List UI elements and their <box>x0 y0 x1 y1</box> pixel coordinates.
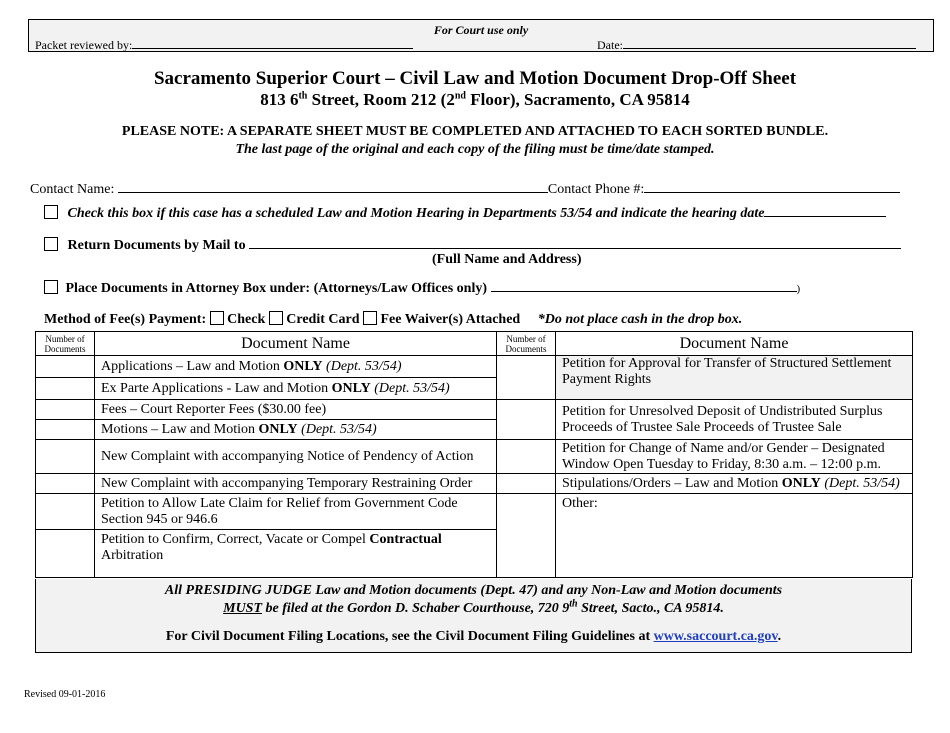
table-row <box>36 474 913 494</box>
late-claim-count-cell[interactable] <box>36 494 95 530</box>
structured-settlement-count-cell[interactable] <box>497 356 556 400</box>
attorney-box-row <box>44 278 800 297</box>
stipulations-count-cell[interactable] <box>497 474 556 494</box>
hearing-row <box>44 203 886 222</box>
fee-check-label: Check <box>227 312 266 327</box>
court-date-row <box>597 37 916 53</box>
page-title: Sacramento Superior Court – Civil Law and Motion Document Drop-Off Sheet <box>153 68 797 89</box>
court-use-box <box>28 19 934 52</box>
contact-phone-field[interactable] <box>644 179 900 193</box>
attorney-box-label: Place Documents in Attorney Box under: (Attorneys/Law Offices only) <box>65 281 488 296</box>
table-row <box>36 440 913 474</box>
name-change-count-cell[interactable] <box>497 440 556 474</box>
complaint-notice-cell: New Complaint with accompanying Notice of Pendency of Action <box>95 440 497 474</box>
return-mail-checkbox[interactable] <box>44 237 58 251</box>
surplus-count-cell[interactable] <box>497 400 556 440</box>
contact-row <box>30 179 900 198</box>
attorney-box-field[interactable] <box>491 278 797 292</box>
presiding-judge-note: All PRESIDING JUDGE Law and Motion documents (Dept. 47) and any Non-Law and Motion documents <box>164 583 783 598</box>
ex-parte-count-cell[interactable] <box>36 378 95 400</box>
saccourt-link[interactable]: www.saccourt.ca.gov <box>653 629 778 644</box>
structured-settlement-cell: Petition for Approval for Transfer of Structured Settlement Payment Rights <box>556 356 913 400</box>
motions-count-cell[interactable] <box>36 420 95 440</box>
fees-cell: Fees – Court Reporter Fees ($30.00 fee) <box>95 400 497 420</box>
name-change-cell: Petition for Change of Name and/or Gender – Designated Window Open Tuesday to Friday, 8:30 a.m. – 12:00 p.m. <box>556 440 913 474</box>
fee-credit-card-label: Credit Card <box>286 312 360 327</box>
other-cell[interactable]: Other: <box>556 494 913 578</box>
applications-count-cell[interactable] <box>36 356 95 378</box>
contact-name-label: Contact Name: <box>30 182 115 197</box>
motions-cell: Motions – Law and Motion ONLY (Dept. 53/54) <box>95 420 497 440</box>
fee-credit-card-checkbox[interactable] <box>269 311 283 325</box>
table-row <box>36 356 913 378</box>
contact-name-field[interactable] <box>118 179 548 193</box>
hearing-date-field[interactable] <box>764 203 886 217</box>
documents-table <box>35 331 913 578</box>
return-mail-address-field[interactable] <box>249 235 901 249</box>
attorney-box-close: ) <box>796 283 801 295</box>
cash-warning: *Do not place cash in the drop box. <box>537 312 743 327</box>
return-mail-label: Return Documents by Mail to <box>67 238 246 253</box>
left-number-header: Number of Documents <box>36 332 95 356</box>
late-claim-cell: Petition to Allow Late Claim for Relief from Government Code Section 945 or 946.6 <box>95 494 497 530</box>
ex-parte-cell: Ex Parte Applications - Law and Motion ONLY (Dept. 53/54) <box>95 378 497 400</box>
complaint-tro-count-cell[interactable] <box>36 474 95 494</box>
table-row <box>36 400 913 420</box>
complaint-notice-count-cell[interactable] <box>36 440 95 474</box>
full-name-address-caption: (Full Name and Address) <box>432 252 582 267</box>
stipulations-cell: Stipulations/Orders – Law and Motion ONLY (Dept. 53/54) <box>556 474 913 494</box>
separate-sheet-note: PLEASE NOTE: A SEPARATE SHEET MUST BE COMPLETED AND ATTACHED TO EACH SORTED BUNDLE. <box>121 124 829 139</box>
court-date-label: Date: <box>597 38 623 52</box>
hearing-checkbox[interactable] <box>44 205 58 219</box>
packet-reviewed-row <box>35 37 413 53</box>
surplus-cell: Petition for Unresolved Deposit of Undistributed Surplus Proceeds of Trustee Sale Proceeds of Trustee Sale <box>556 400 913 440</box>
attorney-box-checkbox[interactable] <box>44 280 58 294</box>
packet-reviewed-field[interactable] <box>132 37 413 49</box>
table-row <box>36 494 913 530</box>
filing-guidelines-note: For Civil Document Filing Locations, see the Civil Document Filing Guidelines at www.saccourt.ca.gov. <box>165 629 782 644</box>
filing-info-box <box>35 579 912 653</box>
revised-date: Revised 09-01-2016 <box>24 689 106 700</box>
left-document-name-header: Document Name <box>95 332 497 356</box>
packet-reviewed-label: Packet reviewed by: <box>35 38 133 52</box>
time-stamp-note: The last page of the original and each copy of the filing must be time/date stamped. <box>235 142 715 157</box>
right-document-name-header: Document Name <box>556 332 913 356</box>
schaber-courthouse-note: MUST be filed at the Gordon D. Schaber Courthouse, 720 9th Street, Sacto., CA 95814. <box>223 598 724 616</box>
court-address: 813 6th Street, Room 212 (2nd Floor), Sacramento, CA 95814 <box>260 90 690 109</box>
fee-waiver-checkbox[interactable] <box>363 311 377 325</box>
fee-payment-label: Method of Fee(s) Payment: <box>44 312 207 327</box>
fee-check-checkbox[interactable] <box>210 311 224 325</box>
table-header-row <box>36 332 913 356</box>
fee-payment-row <box>44 311 742 328</box>
court-date-field[interactable] <box>623 37 916 49</box>
fee-waiver-label: Fee Waiver(s) Attached <box>380 312 521 327</box>
arbitration-cell: Petition to Confirm, Correct, Vacate or Compel Contractual Arbitration <box>95 530 497 578</box>
other-count-cell[interactable] <box>497 494 556 578</box>
court-use-header: For Court use only <box>433 23 529 37</box>
hearing-label: Check this box if this case has a scheduled Law and Motion Hearing in Departments 53/54 and indicate the hearing date <box>67 206 765 221</box>
applications-cell: Applications – Law and Motion ONLY (Dept. 53/54) <box>95 356 497 378</box>
fees-count-cell[interactable] <box>36 400 95 420</box>
right-number-header: Number of Documents <box>497 332 556 356</box>
arbitration-count-cell[interactable] <box>36 530 95 578</box>
contact-phone-label: Contact Phone #: <box>547 182 645 197</box>
complaint-tro-cell: New Complaint with accompanying Temporary Restraining Order <box>95 474 497 494</box>
